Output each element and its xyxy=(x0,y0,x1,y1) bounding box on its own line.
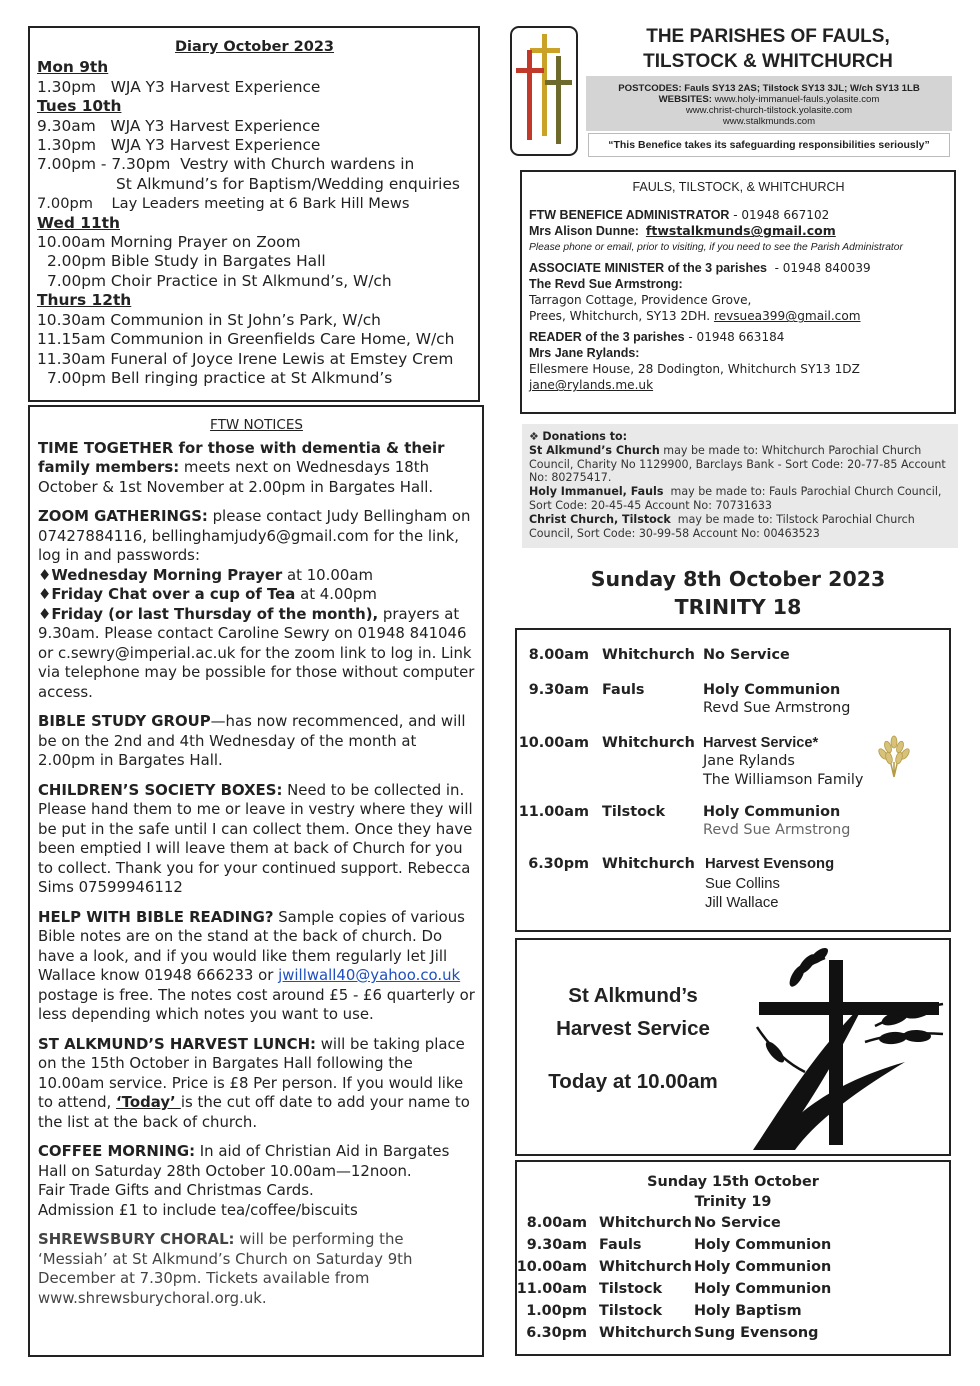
crosses-logo xyxy=(510,26,578,156)
service-name: Holy Communion xyxy=(703,804,841,820)
parish-title-line: THE PARISHES OF FAULS, xyxy=(646,26,890,47)
diary-entry: 7.00pm - 7.30pm Vestry with Church wardens in xyxy=(37,155,415,174)
next-sunday-heading xyxy=(517,1172,949,1212)
zoom-item-label: Friday (or last Thursday of the month), xyxy=(51,604,379,623)
notice-text: Fair Trade Gifts and Christmas Cards. xyxy=(38,1181,314,1199)
service-time: 9.30am xyxy=(528,682,589,698)
diary-entry: 7.00pm Lay Leaders meeting at 6 Bark Hill Mews xyxy=(37,195,410,213)
week-time: 11.00am xyxy=(516,1281,587,1297)
next-sunday-box xyxy=(515,1160,951,1356)
admin-phone: - 01948 667102 xyxy=(729,208,830,223)
admin-email-link[interactable]: ftwstalkmunds@gmail.com xyxy=(645,223,836,239)
service-place: Whitchurch xyxy=(602,856,695,872)
wheat-icon xyxy=(873,734,915,778)
harvest-title: Harvest Service xyxy=(556,1017,710,1040)
donation-text: may be made to: Whitchurch Parochial Church Council, Charity No 1129900, Barclays Bank - Sort Code: 20-77-85 Account No: 80275417. xyxy=(529,443,946,485)
week-service: Holy Communion xyxy=(694,1237,832,1253)
notice-text: is the cut off date to add your name to the list at the back of church. xyxy=(38,1093,470,1131)
notice-heading: ST ALKMUND’S HARVEST LUNCH: xyxy=(38,1034,316,1053)
week-service-row xyxy=(517,1212,949,1234)
postcode-panel xyxy=(586,76,952,131)
service-place: Tilstock xyxy=(602,804,666,820)
week-place: Whitchurch xyxy=(599,1325,692,1341)
diary-entry: 1.30pm WJA Y3 Harvest Experience xyxy=(37,77,321,96)
zoom-item-text: at 4.00pm xyxy=(295,585,377,603)
notice-text: please contact Judy Bellingham on 07427884116, bellinghamjudy6@gmail.com for the link, log in and passwords: xyxy=(38,507,471,564)
diary-title: Diary October 2023 xyxy=(174,39,335,55)
service-time: 8.00am xyxy=(528,647,589,663)
week-service-row xyxy=(517,1256,949,1278)
notice-heading: BIBLE STUDY GROUP xyxy=(38,712,211,730)
sparkle-bullet-icon: ❖ xyxy=(529,430,539,443)
week-place: Tilstock xyxy=(599,1303,663,1319)
reader-heading xyxy=(529,329,948,345)
service-name: Harvest Service* xyxy=(703,735,819,751)
reader-label: READER of the 3 parishes xyxy=(529,329,685,344)
zoom-item-label: Wednesday Morning Prayer xyxy=(51,565,283,584)
notices-box xyxy=(28,405,484,1357)
reader-phone: - 01948 663184 xyxy=(684,329,785,344)
harvest-church: St Alkmund’s xyxy=(568,984,698,1007)
notice-text: postage is free. The notes cost around £5 - £6 quarterly or less depending which notes you want to use. xyxy=(38,985,475,1023)
diary-day: Tues 10th xyxy=(37,97,122,116)
minister-address: Tarragon Cottage, Providence Grove, xyxy=(529,293,752,308)
week-service: Sung Evensong xyxy=(694,1325,819,1341)
minister-email-link[interactable]: revsuea399@gmail.com xyxy=(713,309,861,324)
week-service: Holy Communion xyxy=(694,1259,832,1275)
service-leader: Jane Rylands xyxy=(703,753,795,770)
sunday-trinity: TRINITY 18 xyxy=(674,595,802,619)
diary-entry: 7.00pm Choir Practice in St Alkmund’s, W/ch xyxy=(47,271,392,290)
diary-entry: 11.15am Communion in Greenfields Care Home, W/ch xyxy=(37,330,455,349)
service-name: Holy Communion xyxy=(703,682,841,698)
week-place: Whitchurch xyxy=(599,1215,692,1231)
donation-text: may be made to: Fauls Parochial Church Council, Sort Code: 20-45-45 Account No: 70731633 xyxy=(529,485,945,512)
service-place: Fauls xyxy=(602,682,645,698)
reader-address: Ellesmere House, 28 Dodington, Whitchurch SY13 1DZ xyxy=(529,362,860,377)
notice-heading: TIME TOGETHER for those with dementia & their family members: xyxy=(38,438,445,476)
service-leader: Revd Sue Armstrong xyxy=(703,822,851,839)
minister-address xyxy=(529,308,948,324)
postcodes: POSTCODES: Fauls SY13 2AS; Tilstock SY13 3JL; W/ch SY13 1LB xyxy=(618,83,920,94)
notice-zoom xyxy=(38,507,475,702)
donations-panel xyxy=(522,424,958,548)
notice-text: will be taking place on the 15th October in Bargates Hall following the 10.00am service. Price is £8 Per person. If you would like to attend, xyxy=(38,1034,465,1111)
diamond-bullet-icon: ♦ xyxy=(38,604,52,623)
donation-church: Christ Church, Tilstock xyxy=(529,512,671,526)
week-time: 9.30am xyxy=(526,1237,587,1253)
diary-entry: 10.00am Morning Prayer on Zoom xyxy=(37,233,301,252)
week-time: 8.00am xyxy=(526,1215,587,1231)
notice-text: meets next on Wednesdays 18th October & 1st November at 2.00pm in Bargates Hall. xyxy=(38,458,434,496)
next-sunday-trinity: Trinity 19 xyxy=(694,1194,772,1210)
service-name: No Service xyxy=(703,647,790,663)
diamond-bullet-icon: ♦ xyxy=(38,565,52,584)
services-box xyxy=(515,628,951,932)
sunday-heading xyxy=(520,565,956,621)
notice-bible-study xyxy=(38,712,475,771)
service-time: 10.00am xyxy=(518,735,589,751)
donations-title: Donations to: xyxy=(542,430,628,443)
service-time: 11.00am xyxy=(518,804,589,820)
websites-label: WEBSITES: xyxy=(658,94,712,105)
week-service: Holy Communion xyxy=(694,1281,832,1297)
notice-heading: ZOOM GATHERINGS: xyxy=(38,507,208,525)
week-time: 6.30pm xyxy=(526,1325,587,1341)
week-service-row xyxy=(517,1322,949,1344)
wheat-cross-illustration xyxy=(745,942,949,1154)
diary-entry: 1.30pm WJA Y3 Harvest Experience xyxy=(37,136,321,155)
diary-entry: 9.30am WJA Y3 Harvest Experience xyxy=(37,116,321,135)
week-place: Tilstock xyxy=(599,1281,663,1297)
website-link[interactable]: www.holy-immanuel-fauls.yolasite.com xyxy=(714,94,880,105)
week-place: Whitchurch xyxy=(599,1259,692,1275)
diary-day: Mon 9th xyxy=(37,58,109,77)
next-sunday-date: Sunday 15th October xyxy=(647,1174,819,1190)
notice-heading: HELP WITH BIBLE READING? xyxy=(38,907,274,926)
diary-day: Wed 11th xyxy=(37,213,120,232)
zoom-item-text: prayers at 9.30am. Please contact Caroline Sewry on 01948 841046 or c.sewry@imperial.ac.uk for the zoom link to log in. Link via telephone may be possible for those without computer access. xyxy=(38,604,475,701)
admin-note: Please phone or email, prior to visiting, if you need to see the Parish Administrator xyxy=(529,241,903,253)
notice-bible-reading xyxy=(38,908,475,1025)
website-link[interactable]: www.christ-church-tilstock.yolasite.com xyxy=(685,105,853,116)
service-leader: The Williamson Family xyxy=(703,771,864,788)
today-emphasis: ‘Today’ xyxy=(116,1093,181,1111)
diary-entry: 11.30am Funeral of Joyce Irene Lewis at Emstey Crem xyxy=(37,349,454,368)
reader-name: Mrs Jane Rylands: xyxy=(529,345,640,360)
diamond-bullet-icon: ♦ xyxy=(38,585,52,603)
donation-church: Holy Immanuel, Fauls xyxy=(529,485,664,499)
service-place: Whitchurch xyxy=(602,647,695,663)
website-link[interactable]: www.stalkmunds.com xyxy=(722,116,816,127)
week-time: 10.00am xyxy=(516,1259,587,1275)
parish-title xyxy=(588,24,948,74)
notice-coffee-morning xyxy=(38,1142,475,1220)
service-place: Whitchurch xyxy=(602,735,695,751)
notices-title: FTW NOTICES xyxy=(210,417,303,433)
diary-entry: 10.30am Communion in St John’s Park, W/ch xyxy=(37,310,381,329)
service-time: 6.30pm xyxy=(528,856,589,872)
contacts-title: FAULS, TILSTOCK, & WHITCHURCH xyxy=(632,180,845,194)
service-leader: Jill Wallace xyxy=(705,895,779,911)
zoom-item-text: at 10.00am xyxy=(282,565,373,584)
notice-text: In aid of Christian Aid in Bargates Hall on Saturday 28th October 10.00am—12noon. xyxy=(38,1142,450,1180)
admin-label: FTW BENEFICE ADMINISTRATOR xyxy=(529,208,730,223)
notice-text: —has now recommenced, and will be on the 2nd and 4th Wednesday of the month at 2.00pm in Bargates Hall. xyxy=(38,712,466,769)
minister-name: The Revd Sue Armstrong: xyxy=(529,277,683,292)
donation-text: may be made to: Tilstock Parochial Church Council, Sort Code: 30-99-58 Account No: 00463523 xyxy=(529,512,919,540)
week-service-row xyxy=(517,1234,949,1256)
week-service-row xyxy=(517,1278,949,1300)
admin-name-row xyxy=(529,223,948,239)
minister-label: ASSOCIATE MINISTER of the 3 parishes xyxy=(529,260,768,275)
notice-harvest-lunch xyxy=(38,1035,475,1133)
notice-heading: COFFEE MORNING: xyxy=(38,1142,196,1160)
parish-title-line: TILSTOCK & WHITCHURCH xyxy=(643,51,893,72)
diary-entry: 7.00pm Bell ringing practice at St Alkmund’s xyxy=(47,368,393,387)
notice-text: Sample copies of various Bible notes are on the stand at the back of church. Do have a look, and if you would like them regularly let Jill Wallace know 01948 666233 or xyxy=(38,907,465,984)
notice-shrewsbury-choral xyxy=(38,1230,475,1308)
donation-church: St Alkmund’s Church xyxy=(529,443,660,457)
admin-name: Mrs Alison Dunne: xyxy=(529,224,639,239)
sunday-date: Sunday 8th October 2023 xyxy=(590,567,886,591)
notice-childrens-society xyxy=(38,781,475,898)
diary-entry: St Alkmund’s for Baptism/Wedding enquiries xyxy=(116,174,460,193)
notice-heading: SHREWSBURY CHORAL: xyxy=(38,1230,235,1248)
week-place: Fauls xyxy=(599,1237,642,1253)
safeguarding-quote: “This Benefice takes its safeguarding responsibilities seriously” xyxy=(588,133,950,157)
harvest-time: Today at 10.00am xyxy=(548,1070,718,1093)
minister-phone: - 01948 840039 xyxy=(767,260,871,275)
notice-time-together xyxy=(38,439,475,498)
harvest-box xyxy=(515,938,951,1156)
week-time: 1.00pm xyxy=(526,1303,587,1319)
service-name: Harvest Evensong xyxy=(705,856,835,872)
diary-entry: 2.00pm Bible Study in Bargates Hall xyxy=(47,252,326,271)
contacts-box xyxy=(520,170,956,414)
minister-address-line: Prees, Whitchurch, SY13 2DH. xyxy=(529,309,714,324)
week-service: No Service xyxy=(694,1215,781,1231)
diary-box xyxy=(28,26,480,402)
notice-text: Admission £1 to include tea/coffee/biscuits xyxy=(38,1200,358,1219)
notice-text: Need to be collected in. Please hand them to me or leave in vestry where they will be put in the safe until I can collect them. Once they have been emptied I will leave them at back of Church for you to collect. Thank you for your continued support. Rebecca Sims 07599946112 xyxy=(38,780,473,896)
email-link[interactable]: jwillwall40@yahoo.co.uk xyxy=(278,966,461,984)
zoom-item-label: Friday Chat over a cup of Tea xyxy=(51,585,296,603)
week-service: Holy Baptism xyxy=(694,1303,802,1319)
notice-text: will be performing the ‘Messiah’ at St Alkmund’s Church on Saturday 9th December at 7.30pm. Tickets available from www.shrewsburychoral.org.uk. xyxy=(38,1230,413,1307)
minister-heading xyxy=(529,260,948,276)
crosses-icon xyxy=(512,28,576,154)
reader-email-link[interactable]: jane@rylands.me.uk xyxy=(529,378,654,393)
service-leader: Sue Collins xyxy=(705,875,780,892)
notice-heading: CHILDREN’S SOCIETY BOXES: xyxy=(38,780,283,799)
service-leader: Revd Sue Armstrong xyxy=(703,700,851,717)
diary-day: Thurs 12th xyxy=(37,291,132,310)
week-service-row xyxy=(517,1300,949,1322)
admin-heading xyxy=(529,207,948,223)
